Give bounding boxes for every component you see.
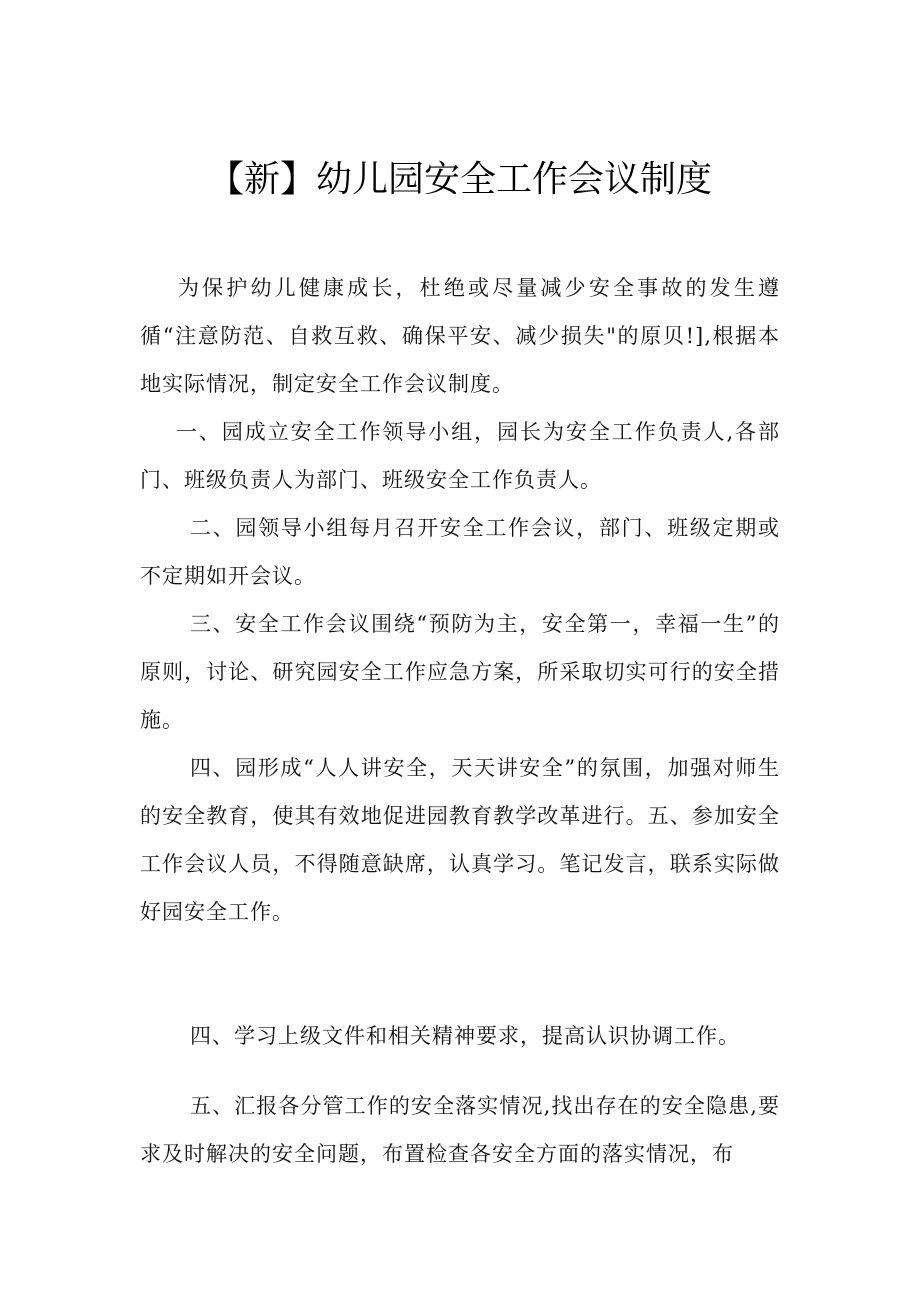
paragraph-item-4b: 四、学习上级文件和相关精神要求，提高认识协调工作。 (190, 1024, 740, 1048)
paragraph-item-2: 二、园领导小组每月召开安全工作会议，部门、班级定期或不定期如开会议。 (140, 516, 780, 588)
document-title: 【新】幼儿园安全工作会议制度 (207, 159, 712, 200)
paragraph-item-1: 一、园成立安全工作领导小组，园长为安全工作负责人,各部门、班级负责人为部门、班级安全工作负责人。 (140, 420, 780, 492)
paragraph-intro: 为保护幼儿健康成长，杜绝或尽量减少安全事故的发生遵循“注意防范、自救互救、确保平安、减少损失"的原贝!],根据本地实际情况，制定安全工作会议制度。 (140, 276, 780, 396)
paragraph-item-5: 五、汇报各分管工作的安全落实情况,找出存在的安全隐患,要求及时解决的安全问题，布置检查各安全方面的落实情况，布 (140, 1094, 780, 1166)
paragraph-item-4: 四、园形成“人人讲安全，天天讲安全”的氛围，加强对师生的安全教育，使其有效地促进园教育教学改革进行。五、参加安全工作会议人员，不得随意缺席，认真学习。笔记发言，联系实际做好园安全工作。 (140, 756, 780, 924)
paragraph-item-3: 三、安全工作会议围绕“预防为主，安全第一，幸福一生”的原则，讨论、研究园安全工作应急方案，所采取切实可行的安全措施。 (140, 612, 780, 732)
